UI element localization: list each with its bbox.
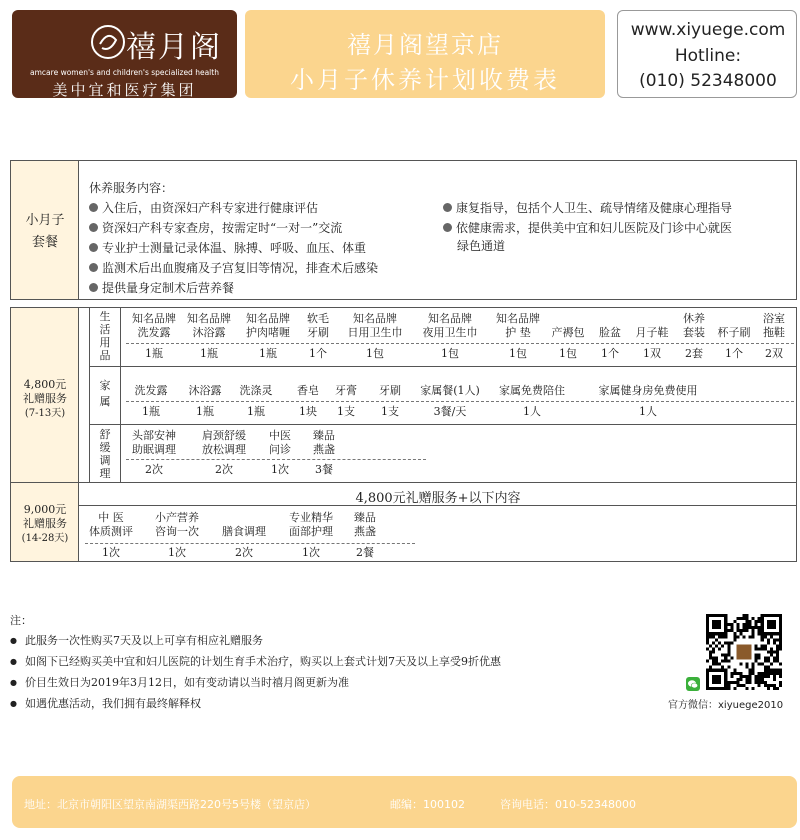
gift2-item-qty: 2餐	[356, 546, 374, 559]
home-item-name: 家属免费陪住	[499, 384, 565, 397]
daily-item-qty: 2套	[685, 347, 703, 360]
gift2-side	[11, 483, 79, 561]
home-item-name: 家属健身房免费使用	[598, 384, 698, 397]
daily-item-qty: 1包	[441, 347, 459, 360]
note-item: ● 此服务一次性购买7天及以上可享有相应礼赠服务	[10, 632, 263, 648]
relax-item-name2: 燕盏	[313, 443, 335, 456]
relax-item-name1: 中医	[269, 429, 291, 442]
relax-item-qty: 3餐	[315, 463, 333, 476]
note-item: ● 如遇优惠活动，我们拥有最终解释权	[10, 695, 201, 711]
website-link[interactable]: www.xiyuege.com	[630, 20, 786, 40]
daily-item-name1: 软毛	[307, 312, 329, 325]
footer-bar	[12, 776, 797, 828]
daily-item-qty: 1瓶	[145, 347, 163, 360]
daily-item-name2: 杯子刷	[717, 326, 751, 339]
daily-item-name1: 浴室	[763, 312, 785, 325]
relax-item-qty: 2次	[145, 463, 163, 476]
home-category: 家 属	[99, 379, 111, 408]
gift2-item-qty: 1次	[302, 546, 320, 559]
brand-english: amcare women's and children's specialized health	[30, 68, 219, 77]
gift2-price: 9,000元	[23, 503, 67, 516]
home-item-name: 家属餐(1人)	[420, 384, 480, 397]
home-item-name: 牙膏	[335, 384, 357, 397]
package-item: 入住后，由资深妇产科专家进行健康评估	[89, 199, 318, 216]
gift1-days: (7-13天)	[24, 408, 66, 419]
wechat-qr-code[interactable]	[706, 614, 782, 690]
package-label-2: 套餐	[31, 235, 58, 250]
hotline-number[interactable]: (010) 52348000	[639, 71, 777, 91]
gift2-table	[10, 482, 797, 562]
daily-item-qty: 1个	[309, 347, 327, 360]
gift2-item-name1: 中 医	[98, 511, 124, 524]
gift2-item-name1: 小产营养	[155, 511, 199, 524]
daily-item-name1: 知名品牌	[353, 312, 397, 325]
relax-item-name1: 头部安神	[132, 429, 176, 442]
brand-logo-icon	[90, 24, 126, 60]
package-item-wrap: 绿色通道	[457, 239, 506, 253]
daily-category: 生 活 用 品	[99, 310, 111, 362]
daily-item-name2: 日用卫生巾	[347, 326, 403, 339]
wechat-icon	[686, 676, 700, 690]
daily-item-qty: 1包	[509, 347, 527, 360]
daily-item-name1: 知名品牌	[246, 312, 290, 325]
gift2-item-name2: 燕盏	[354, 525, 376, 538]
title-panel	[245, 10, 605, 98]
gift2-item-qty: 1次	[102, 546, 120, 559]
home-item-name: 洗涤灵	[239, 384, 273, 397]
package-side	[11, 161, 79, 299]
daily-item-qty: 1个	[601, 347, 619, 360]
home-item-name: 沐浴露	[188, 384, 222, 397]
gift2-header: 4,800元礼赠服务+以下内容	[355, 491, 521, 506]
footer-address: 地址：北京市朝阳区望京南湖渠西路220号5号楼（望京店）	[24, 798, 316, 811]
daily-item-name2: 洗发露	[137, 326, 171, 339]
relax-item-name2: 助眠调理	[132, 443, 176, 456]
package-intro: 休养服务内容：	[89, 181, 174, 195]
gift2-item-name2: 咨询一次	[155, 525, 199, 538]
gift2-days: (14-28天)	[21, 533, 69, 544]
daily-item-name1: 知名品牌	[187, 312, 231, 325]
footer-phone[interactable]: 咨询电话：010-52348000	[500, 798, 636, 811]
package-item: 康复指导，包括个人卫生、疏导情绪及健康心理指导	[443, 199, 732, 216]
gift2-item-qty: 2次	[235, 546, 253, 559]
package-table	[10, 160, 797, 300]
contact-panel	[617, 10, 797, 98]
gift2-item-name1: 专业精华	[289, 511, 333, 524]
package-item: 专业护士测量记录体温、脉搏、呼吸、血压、体重	[89, 239, 366, 256]
package-label-1: 小月子	[25, 213, 65, 228]
home-item-qty: 1支	[337, 405, 355, 418]
home-item-qty: 1块	[299, 405, 317, 418]
gift2-item-name1: 臻品	[354, 511, 376, 524]
gift2-item-qty: 1次	[168, 546, 186, 559]
relax-item-qty: 1次	[271, 463, 289, 476]
daily-item-name2: 脸盆	[599, 326, 621, 339]
home-item-qty: 3餐/天	[433, 405, 467, 418]
page-title-line1: 禧月阁望京店	[347, 31, 503, 59]
daily-item-qty: 1瓶	[200, 347, 218, 360]
gift1-side	[11, 308, 79, 482]
gift2-item-name2: 面部护理	[289, 525, 333, 538]
gift2-item-name2: 膳食调理	[222, 525, 266, 538]
relax-item-name1: 臻品	[313, 429, 335, 442]
gift1-table	[10, 307, 797, 483]
daily-item-name2: 牙刷	[307, 326, 329, 339]
daily-item-qty: 1包	[559, 347, 577, 360]
gift1-inner	[89, 308, 797, 482]
daily-item-qty: 1瓶	[259, 347, 277, 360]
relax-category: 舒 缓 调 理	[99, 428, 111, 480]
daily-item-name2: 夜用卫生巾	[422, 326, 478, 339]
daily-item-qty: 1双	[643, 347, 661, 360]
footer-postcode: 邮编：100102	[390, 798, 465, 811]
home-item-qty: 1瓶	[196, 405, 214, 418]
wechat-label: 官方微信：xiyuege2010	[668, 700, 784, 711]
daily-item-qty: 1个	[725, 347, 743, 360]
home-item-name: 香皂	[297, 384, 319, 397]
page-title-line2: 小月子休养计划收费表	[290, 66, 560, 94]
relax-item-name2: 放松调理	[202, 443, 246, 456]
home-item-qty: 1瓶	[142, 405, 160, 418]
package-item: 依健康需求，提供美中宜和妇儿医院及门诊中心就医	[443, 219, 732, 236]
home-item-name: 牙刷	[379, 384, 401, 397]
daily-item-name1: 休养	[683, 312, 705, 325]
note-item: ● 如阁下已经购买美中宜和妇儿医院的计划生育手术治疗，购买以上套式计划7天及以上享受9折优惠	[10, 653, 501, 669]
home-item-qty: 1人	[523, 405, 541, 418]
relax-item-name1: 肩颈舒缓	[202, 429, 246, 442]
daily-item-name2: 拖鞋	[763, 326, 785, 339]
note-item: ● 价目生效日为2019年3月12日，如有变动请以当时禧月阁更新为准	[10, 674, 349, 690]
gift2-label: 礼赠服务	[23, 517, 67, 530]
daily-item-name2: 护 垫	[505, 326, 531, 339]
brand-group: 美中宜和医疗集团	[52, 81, 197, 99]
daily-item-name2: 护肉啫喱	[246, 326, 290, 339]
daily-item-name2: 月子鞋	[635, 326, 669, 339]
home-item-qty: 1瓶	[247, 405, 265, 418]
relax-item-name2: 问诊	[269, 443, 291, 456]
gift2-item-name2: 体质测评	[89, 525, 133, 538]
package-item: 提供量身定制术后营养餐	[89, 279, 234, 296]
daily-item-name2: 沐浴露	[192, 326, 226, 339]
home-item-qty: 1支	[381, 405, 399, 418]
relax-item-qty: 2次	[215, 463, 233, 476]
hotline-label: Hotline:	[674, 46, 742, 66]
daily-item-name1: 知名品牌	[428, 312, 472, 325]
daily-item-qty: 1包	[366, 347, 384, 360]
brand-name: 禧月阁	[126, 30, 222, 65]
daily-item-name2: 套装	[683, 326, 705, 339]
home-item-qty: 1人	[639, 405, 657, 418]
notes-title: 注：	[10, 614, 32, 627]
daily-item-name1: 知名品牌	[132, 312, 176, 325]
package-item: 资深妇产科专家查房，按需定时“一对一”交流	[89, 219, 342, 236]
gift1-label: 礼赠服务	[23, 392, 67, 405]
gift1-price: 4,800元	[23, 378, 67, 391]
package-item: 监测术后出血腹痛及子宫复旧等情况，排查术后感染	[89, 259, 378, 276]
daily-item-name2: 产褥包	[551, 326, 585, 339]
logo-panel	[12, 10, 237, 98]
daily-item-name1: 知名品牌	[496, 312, 540, 325]
home-item-name: 洗发露	[134, 384, 168, 397]
daily-item-qty: 2双	[765, 347, 783, 360]
